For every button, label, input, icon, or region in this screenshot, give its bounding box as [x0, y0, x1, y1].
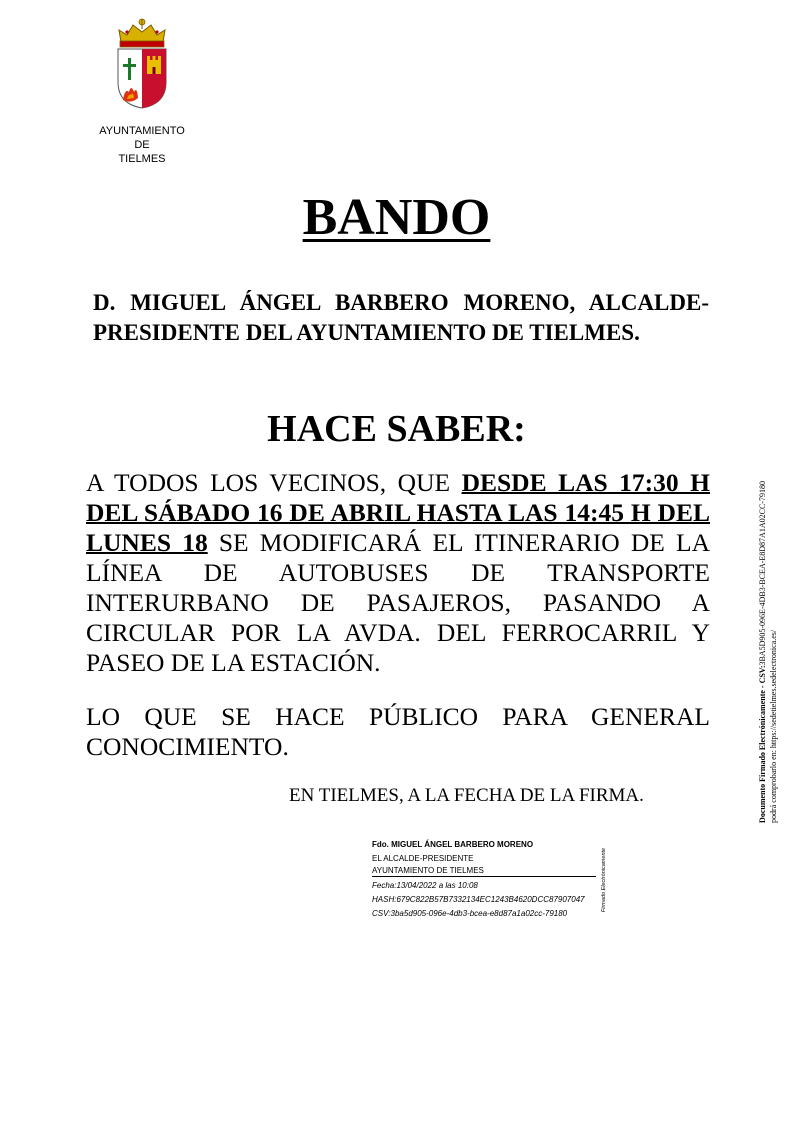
electronic-signature-block [372, 838, 612, 922]
municipality-name [86, 124, 198, 166]
side-note-label: Documento Firmado Electrónicamente - CSV: [758, 665, 767, 823]
document-title-text: BANDO [302, 189, 491, 246]
closing-paragraph: LO QUE SE HACE PÚBLICO PARA GENERAL CONOCIMIENTO. [86, 702, 710, 761]
signer-position: EL ALCALDE-PRESIDENTE [372, 854, 474, 863]
document-title [0, 188, 793, 248]
side-note-line-1 [757, 481, 768, 823]
issuer-statement: D. MIGUEL ÁNGEL BARBERO MORENO, ALCALDE-PRESIDENTE DEL AYUNTAMIENTO DE TIELMES. [93, 290, 709, 345]
signature-date: Fecha:13/04/2022 a las 10:08 [372, 881, 478, 890]
announcement-paragraph [86, 468, 710, 678]
signature-vertical-label: Firmado Electrónicamente [601, 847, 607, 913]
side-note-verify-url: podrá comprobarlo en: https://sedetielmes.sedelectronica.es/ [769, 629, 778, 823]
side-verification-note [757, 481, 779, 823]
municipality-line-1: AYUNTAMIENTO [99, 125, 185, 137]
signer-name: Fdo. MIGUEL ÁNGEL BARBERO MORENO [372, 840, 534, 849]
municipality-line-2: DE [134, 139, 150, 151]
announcement-intro: A TODOS LOS VECINOS, QUE [86, 468, 462, 497]
announcement-body: SE MODIFICARÁ EL ITINERARIO DE LA LÍNEA DE AUTOBUSES DE TRANSPORTE INTERURBANO DE PASAJEROS, PASANDO A CIRCULAR POR LA AVDA. DEL FERROCARRIL Y PASEO DE LA ESTACIÓN. [86, 528, 711, 677]
side-note-code: 3BA5D905-096E-4DB3-BCEA-E8D87A1A02CC-79180 [758, 481, 767, 666]
coat-of-arms-icon [113, 16, 171, 110]
signer-organization: AYUNTAMIENTO DE TIELMES [372, 866, 596, 877]
signature-hash: HASH:679C822B57B7332134EC1243B4620DCC87907047 [372, 895, 585, 904]
place-and-date: EN TIELMES, A LA FECHA DE LA FIRMA. [289, 785, 644, 806]
announcement-highlight: DESDE LAS 17:30 H DEL SÁBADO 16 DE ABRIL HASTA LAS 14:45 H DEL LUNES 18 [86, 468, 710, 557]
municipality-line-3: TIELMES [118, 153, 166, 165]
hace-saber-heading: HACE SABER: [267, 408, 526, 450]
signature-csv: CSV:3ba5d905-096e-4db3-bcea-e8d87a1a02cc-79180 [372, 909, 568, 918]
